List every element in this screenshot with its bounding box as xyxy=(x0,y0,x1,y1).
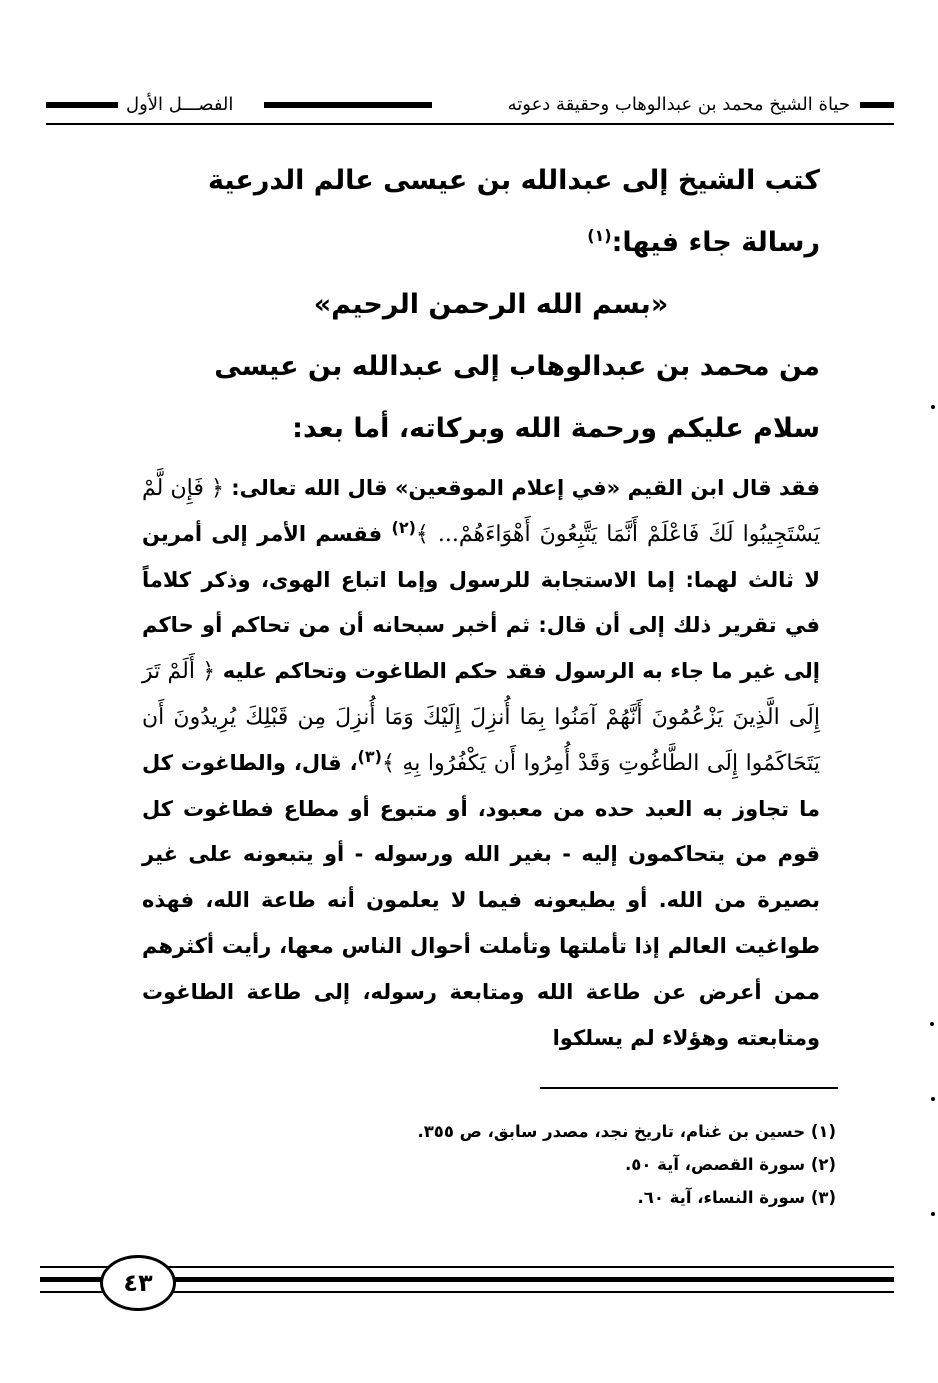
greeting: سلام عليكم ورحمة الله وبركاته، أما بعد: xyxy=(292,413,820,444)
header-bar-left xyxy=(46,102,118,108)
header-rule xyxy=(46,123,894,125)
intro-line xyxy=(142,150,820,274)
quran-verse-2: ﴿ أَلَمْ تَرَ إِلَى الَّذِينَ يَزْعُمُونَ أَنَّهُمْ آمَنُوا بِمَا أُنزِلَ إِلَيْكَ وَمَا أُنزِلَ مِن قَبْلِكَ يُرِيدُونَ أَن يَتَحَاكَمُوا إِلَى الطَّاغُوتِ وَقَدْ أُمِرُوا أَن يَكْفُرُوا بِهِ ﴾ xyxy=(142,659,820,776)
letter-sender: من محمد بن عبدالوهاب إلى عبدالله بن عيسى xyxy=(214,351,820,382)
scan-speck xyxy=(931,1212,935,1216)
header-bar-middle xyxy=(264,102,432,108)
scan-speck xyxy=(930,1022,934,1026)
footnote-3: (٣) سورة النساء، آية ٦٠. xyxy=(637,1188,836,1207)
scan-speck xyxy=(931,1097,935,1101)
scan-speck xyxy=(931,405,935,409)
main-text xyxy=(142,150,820,1061)
footnote-ref-2: (٢) xyxy=(391,517,416,537)
footnote-1: (١) حسين بن غنام، تاريخ نجد، مصدر سابق، ص ٣٥٥. xyxy=(417,1122,836,1141)
paragraph-part-c: ، قال، والطاغوت كل ما تجاوز به العبد حده من معبود، أو متبوع أو مطاع فطاغوت كل قوم من يتحاكمون إليه - بغير الله ورسوله - أو يتبعونه على غير بصيرة من الله. أو يطيعونه فيما لا يعلمون أنه طاعة الله، فهذه طواغيت العالم إذا تأملتها وتأملت أحوال الناس معها، رأيت أكثرهم ممن أعرض عن طاعة الله ومتابعة رسوله، إلى طاعة الطاغوت ومتابعته وهؤلاء لم يسلكوا xyxy=(142,750,820,1050)
chapter-title: الفصـــل الأول xyxy=(126,94,234,115)
footnote-ref-1: (١) xyxy=(587,226,612,245)
paragraph-part-b: فقسم الأمر إلى أمرين لا ثالث لهما: إما الاستجابة للرسول وإما اتباع الهوى، وذكر كلاماً في تقرير ذلك إلى أن قال: ثم أخبر سبحانه أن من تحاكم أو حاكم إلى غير ما جاء به الرسول فقد حكم الطاغوت وتحاكم عليه xyxy=(142,521,820,684)
basmala: «بسم الله الرحمن الرحيم» xyxy=(313,289,669,320)
footnote-2: (٢) سورة القصص، آية ٥٠. xyxy=(624,1155,836,1174)
quran-verse-1: ﴿ فَإِن لَّمْ يَسْتَجِيبُوا لَكَ فَاعْلَمْ أَنَّمَا يَتَّبِعُونَ أَهْوَاءَهُمْ... ﴾ xyxy=(142,476,820,547)
book-title: حياة الشيخ محمد بن عبدالوهاب وحقيقة دعوته xyxy=(507,94,850,115)
header-bar-right xyxy=(860,102,894,108)
intro-text: كتب الشيخ إلى عبدالله بن عيسى عالم الدرعية رسالة جاء فيها: xyxy=(208,165,820,258)
footnotes xyxy=(300,1115,836,1214)
paragraph-part-a: فقد قال ابن القيم «في إعلام الموقعين» قال الله تعالى: xyxy=(231,476,821,500)
footnote-ref-3: (٣) xyxy=(357,746,382,766)
main-paragraph xyxy=(142,466,820,1061)
footnote-separator xyxy=(540,1087,838,1089)
page-number: ٤٣ xyxy=(100,1255,176,1311)
running-header xyxy=(46,92,894,122)
